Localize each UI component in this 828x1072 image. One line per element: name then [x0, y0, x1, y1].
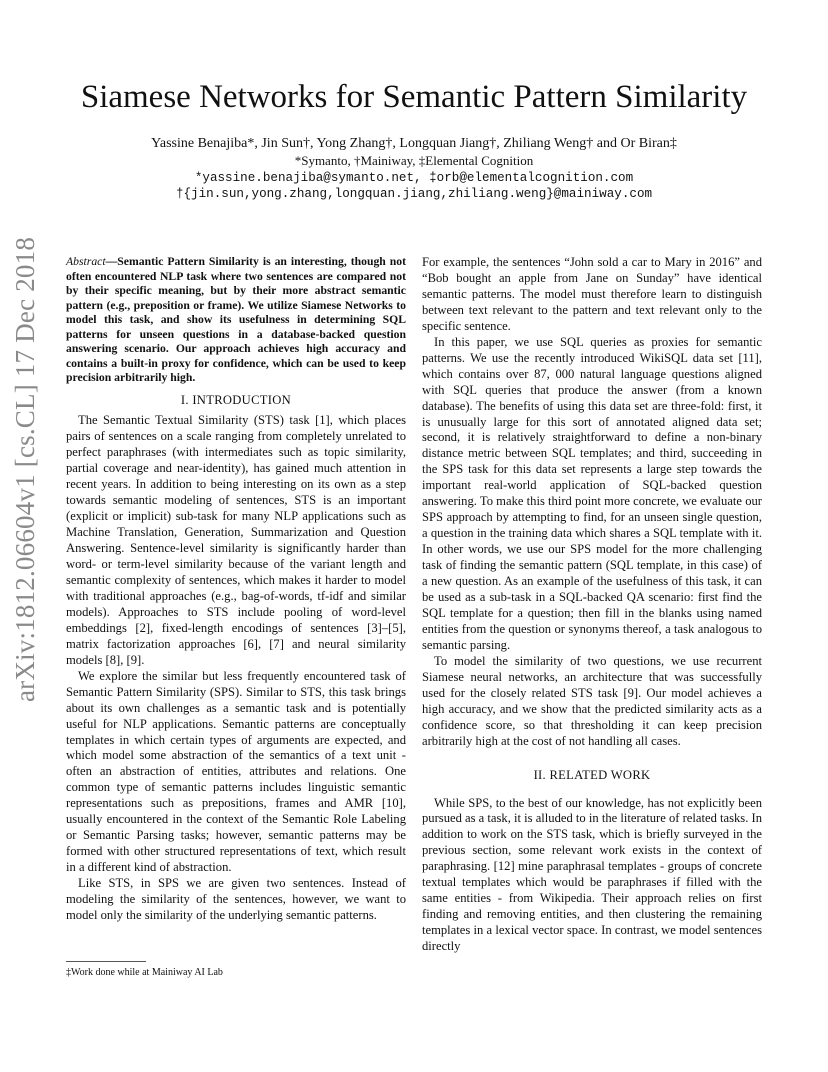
left-column: [66, 255, 406, 924]
paper-title: Siamese Networks for Semantic Pattern Similarity: [80, 79, 748, 115]
affiliations: *Symanto, †Mainiway, ‡Elemental Cognition: [294, 153, 534, 168]
author-list: Yassine Benajiba*, Jin Sun†, Yong Zhang†, Longquan Jiang†, Zhiliang Weng† and Or Biran‡: [151, 136, 677, 151]
intro-paragraph-2: We explore the similar but less frequently encountered task of Semantic Pattern Similarity (SPS). Similar to STS, this task brings about its own challenges as a semantic task and is potentially useful for NLP applications. Semantic patterns are conceptually templates in which certain types of arguments are expected, and which model some abstraction of the semantics of a text unit - often an abstraction of entities, attributes and relations. One common type of semantic patterns includes linguistic semantic representations such as prepositions, frames and AMR [10], usually encountered in the context of the Semantic Role Labeling or Semantic Parsing tasks; however, semantic patterns may be formed with other structured representations of text, which result in a different kind of abstraction.: [66, 668, 406, 875]
footnote-divider: [66, 961, 146, 962]
abstract-label: Abstract: [66, 255, 106, 268]
abstract-text: —Semantic Pattern Similarity is an interesting, though not often encountered NLP task where two sentences are compared not by their specific meaning, but by their more abstract semantic pattern (e.g., preposition or frame). We utilize Siamese Networks to model this task, and show its usefulness in determining SQL patterns for unseen questions in a database-backed question answering scenario. Our approach achieves high accuracy and contains a built-in proxy for confidence, which can be used to keep precision arbitrarily high.: [66, 255, 406, 384]
section-heading-related-work: II. RELATED WORK: [533, 767, 651, 782]
intro-paragraph-6: To model the similarity of two questions, we use recurrent Siamese neural networks, an architecture that was successfully used for the closely related STS task [9]. Our model achieves a high accuracy, and we show that the predicted similarity acts as a confidence score, so that thresholding it can keep precision arbitrarily high at the cost of not handling all cases.: [422, 653, 762, 748]
section-heading-introduction: I. INTRODUCTION: [180, 392, 292, 407]
intro-paragraph-1: The Semantic Textual Similarity (STS) task [1], which places pairs of sentences on a scale ranging from completely unrelated to perfect paraphrases (with intermediates such as topic similarity, partial coverage and near-identity), has gained much attention in recent years. In addition to being interesting on its own as a step towards semantic modeling of sentences, STS is an important (explicit or implicit) sub-task for many NLP applications such as Machine Translation, Generation, Summarization and Question Answering. Sentence-level similarity is significantly harder than word- or term-level similarity because of the variant length and semantic complexity of sentences, which makes it harder to model with traditional approaches (e.g., bag-of-words, tf-idf and similar models). Approaches to STS include pooling of word-level embeddings [2], fixed-length encodings of sentences [3]–[5], matrix factorization approaches [6], [7] and neural similarity models [8], [9].: [66, 413, 406, 667]
intro-paragraph-3: Like STS, in SPS we are given two sentences. Instead of modeling the similarity of the sentences, however, we want to model only the similarity of the underlying semantic patterns.: [66, 876, 406, 922]
email-line-2: †{jin.sun,yong.zhang,longquan.jiang,zhiliang.weng}@mainiway.com: [175, 187, 653, 201]
arxiv-identifier: arXiv:1812.06604v1 [cs.CL] 17 Dec 2018: [10, 236, 40, 702]
email-line-1: *yassine.benajiba@symanto.net, ‡orb@elementalcognition.com: [194, 171, 634, 185]
right-column: [422, 255, 762, 955]
related-work-paragraph-1: While SPS, to the best of our knowledge, has not explicitly been pursued as a task, it is alluded to in the literature of related tasks. In addition to work on the STS task, which is briefly surveyed in the previous section, some relevant work exists in the context of paraphrasing. [12] mine paraphrasal templates - groups of concrete textual templates which would be paraphrases if filled with the same entities - from Wikipedia. Their approach relies on first finding and removing entities, and then clustering the remaining templates in a lexical vector space. In contrast, we model sentences directly: [422, 795, 762, 954]
footnote: ‡Work done while at Mainiway AI Lab: [66, 967, 223, 978]
intro-paragraph-4: For example, the sentences “John sold a car to Mary in 2016” and “Bob bought an apple from Jane on Sunday” have identical semantic patterns. The model must therefore learn to distinguish between text relevant to the pattern and text relevant only to the specific sentence.: [422, 255, 762, 333]
abstract: [66, 255, 406, 386]
intro-paragraph-5: In this paper, we use SQL queries as proxies for semantic patterns. We use the recently introduced WikiSQL data set [11], which contains over 87, 000 natural language questions aligned with SQL queries that produce the answer (from a known database). The benefits of using this data set are three-fold: first, it is unusually large for this sort of annotated aligned data set; second, it is relatively straightforward to define a non-binary distance metric between SQL templates; and third, succeeding in the SPS task for this data set represents a large step towards the important real-world application of SQL-backed question answering. To make this third point more concrete, we evaluate our SPS approach by attempting to find, for an unseen single question, a question in the training data which shares a SQL template with it. In other words, we use our SPS model for the more challenging task of finding the semantic pattern (SQL template, in this case) of a new question. As an example of the usefulness of this task, it can be used as a sub-task in a SQL-backed QA scenario: first find the SQL template for a question; then fill in the blanks using named entities from the question or synonyms thereof, a task analogous to semantic parsing.: [422, 334, 762, 652]
